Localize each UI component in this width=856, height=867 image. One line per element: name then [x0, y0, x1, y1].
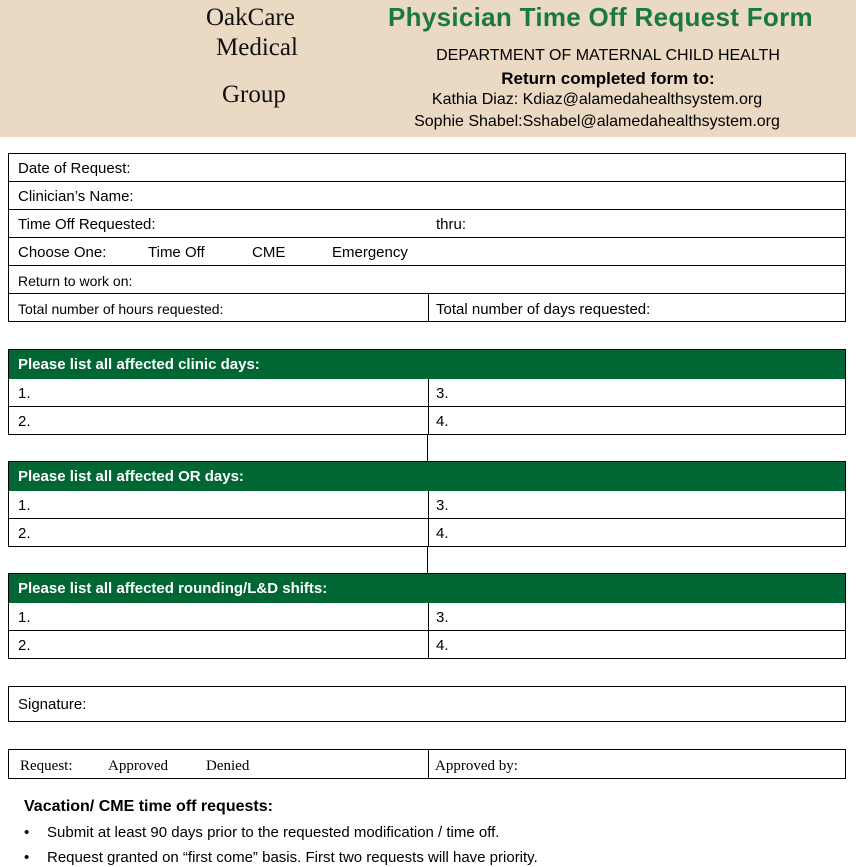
bullet-2-marker: •: [24, 849, 30, 866]
logo-line-3: Group: [222, 81, 286, 108]
clinician-row[interactable]: [9, 182, 845, 210]
clinician-label: Clinician’s Name:: [18, 188, 134, 205]
clinic-day-1[interactable]: 1.: [18, 385, 31, 402]
clinic-days-table: [8, 349, 846, 435]
thru-label: thru:: [436, 216, 467, 233]
signature-box[interactable]: [8, 686, 846, 722]
contact-1: Kathia Diaz: Kdiaz@alamedahealthsystem.org: [431, 91, 763, 108]
clinic-day-2[interactable]: 2.: [18, 413, 31, 430]
contact-2: Sophie Shabel:Sshabel@alamedahealthsystem.org: [414, 113, 780, 130]
notes-heading: Vacation/ CME time off requests:: [24, 798, 273, 815]
approval-divider: [428, 750, 429, 778]
department-name: DEPARTMENT OF MATERNAL CHILD HEALTH: [436, 47, 780, 64]
rounding-row-1: [9, 603, 845, 631]
rounding-shifts-heading: Please list all affected rounding/L&D shifts:: [9, 574, 845, 603]
or-day-1[interactable]: 1.: [18, 497, 31, 514]
return-label: Return completed form to:: [501, 69, 715, 88]
return-row[interactable]: [9, 266, 845, 294]
form-title: Physician Time Off Request Form: [388, 2, 813, 32]
rounding-divider: [428, 603, 429, 658]
approved-by-label[interactable]: Approved by:: [435, 758, 518, 774]
request-info-table: [8, 153, 846, 322]
date-row[interactable]: [9, 154, 845, 182]
clinic-days-heading: Please list all affected clinic days:: [9, 350, 845, 379]
rounding-shift-1[interactable]: 1.: [18, 609, 31, 626]
spacer-divider-2: [427, 546, 428, 574]
or-day-3[interactable]: 3.: [436, 497, 449, 514]
or-row-2: [9, 519, 845, 547]
option-emergency[interactable]: Emergency: [332, 244, 408, 261]
denied-option[interactable]: Denied: [206, 758, 250, 774]
or-day-2[interactable]: 2.: [18, 525, 31, 542]
clinic-day-4[interactable]: 4.: [436, 413, 449, 430]
option-timeoff[interactable]: Time Off: [148, 244, 205, 261]
clinic-row-1: [9, 379, 845, 407]
spacer-divider-1: [427, 434, 428, 462]
logo-line-2: Medical: [216, 34, 298, 61]
hours-label[interactable]: Total number of hours requested:: [18, 301, 224, 317]
clinic-divider: [428, 379, 429, 435]
option-cme[interactable]: CME: [252, 244, 286, 261]
choose-row: [9, 238, 845, 266]
signature-label: Signature:: [18, 696, 87, 713]
or-days-table: [8, 461, 846, 547]
date-label: Date of Request:: [18, 160, 131, 177]
logo-line-1: OakCare: [206, 4, 295, 31]
totals-row: [9, 294, 845, 322]
or-days-heading: Please list all affected OR days:: [9, 462, 845, 491]
note-item-1: Submit at least 90 days prior to the requested modification / time off.: [47, 824, 500, 841]
timeoff-label: Time Off Requested:: [18, 216, 156, 233]
or-day-4[interactable]: 4.: [436, 525, 449, 542]
rounding-shifts-table: [8, 573, 846, 659]
return-label: Return to work on:: [18, 273, 133, 289]
header-band: [0, 0, 856, 137]
bullet-1-marker: •: [24, 824, 30, 841]
approval-box: [8, 749, 846, 779]
rounding-shift-4[interactable]: 4.: [436, 637, 449, 654]
request-label: Request:: [20, 758, 73, 774]
totals-divider: [428, 294, 429, 322]
or-row-1: [9, 491, 845, 519]
days-label[interactable]: Total number of days requested:: [436, 301, 651, 318]
rounding-shift-3[interactable]: 3.: [436, 609, 449, 626]
note-item-2: Request granted on “first come” basis. First two requests will have priority.: [47, 849, 538, 866]
choose-label: Choose One:: [18, 244, 107, 261]
clinic-row-2: [9, 407, 845, 435]
approved-option[interactable]: Approved: [108, 758, 168, 774]
rounding-shift-2[interactable]: 2.: [18, 637, 31, 654]
clinic-day-3[interactable]: 3.: [436, 385, 449, 402]
rounding-row-2: [9, 631, 845, 658]
or-divider: [428, 491, 429, 547]
timeoff-row[interactable]: [9, 210, 845, 238]
